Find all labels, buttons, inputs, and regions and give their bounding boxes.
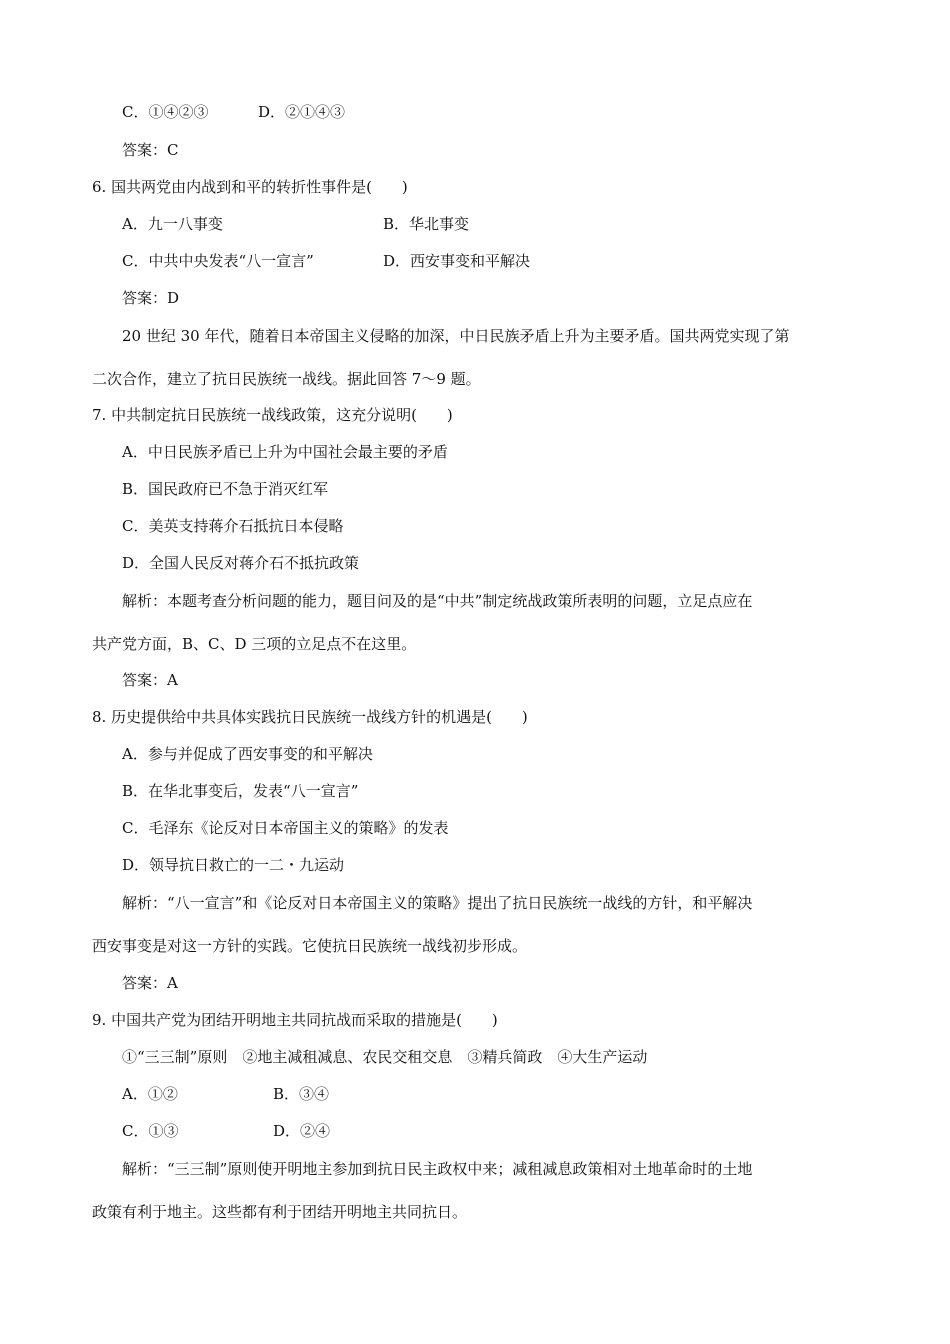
- answer-q5: 答案：C: [122, 141, 179, 159]
- question-8: 8. 历史提供给中共具体实践抗日民族统一战线方针的机遇是( ): [92, 708, 528, 726]
- question-7: 7. 中共制定抗日民族统一战线政策，这充分说明( ): [92, 406, 453, 424]
- analysis-q9-line-2: 政策有利于地主。这些都有利于团结开明地主共同抗日。: [92, 1203, 468, 1221]
- analysis-q7-line-1: 解析：本题考查分析问题的能力，题目问及的是“中共”制定统战政策所表明的问题，立足点应在: [122, 592, 753, 610]
- answer-q7: 答案：A: [122, 671, 178, 689]
- option-d-q5: D．②①④③: [258, 103, 346, 121]
- option-a-q7: A．中日民族矛盾已上升为中国社会最主要的矛盾: [122, 443, 448, 461]
- question-9: 9. 中国共产党为团结开明地主共同抗战而采取的措施是( ): [92, 1011, 498, 1029]
- option-a-q8: A．参与并促成了西安事变的和平解决: [122, 745, 373, 763]
- answer-q6: 答案：D: [122, 289, 180, 307]
- statements-q9: ①“三三制”原则 ②地主减租减息、农民交租交息 ③精兵简政 ④大生产运动: [122, 1048, 648, 1066]
- option-d-q9: D．②④: [273, 1122, 331, 1140]
- option-c-q5: C．①④②③: [122, 103, 209, 121]
- option-b-q8: B．在华北事变后，发表“八一宣言”: [122, 782, 359, 800]
- option-a-q9: A．①②: [122, 1085, 178, 1103]
- question-6: 6. 国共两党由内战到和平的转折性事件是( ): [92, 178, 408, 196]
- option-b-q7: B．国民政府已不急于消灭红军: [122, 480, 329, 498]
- option-c-q9: C．①③: [122, 1122, 179, 1140]
- answer-q8: 答案：A: [122, 974, 178, 992]
- option-d-q7: D．全国人民反对蒋介石不抵抗政策: [122, 554, 360, 572]
- option-d-q8: D．领导抗日救亡的一二・九运动: [122, 856, 345, 874]
- passage-line-2: 二次合作，建立了抗日民族统一战线。据此回答 7～9 题。: [92, 370, 481, 388]
- option-d-q6: D．西安事变和平解决: [383, 252, 531, 270]
- option-c-q6: C．中共中央发表“八一宣言”: [122, 252, 314, 270]
- option-c-q7: C．美英支持蒋介石抵抗日本侵略: [122, 517, 344, 535]
- analysis-q8-line-2: 西安事变是对这一方针的实践。它使抗日民族统一战线初步形成。: [92, 937, 528, 955]
- analysis-q8-line-1: 解析：“八一宣言”和《论反对日本帝国主义的策略》提出了抗日民族统一战线的方针，和平解决: [122, 894, 753, 912]
- option-c-q8: C．毛泽东《论反对日本帝国主义的策略》的发表: [122, 819, 449, 837]
- analysis-q7-line-2: 共产党方面，B、C、D 三项的立足点不在这里。: [92, 635, 417, 653]
- option-b-q9: B．③④: [273, 1085, 330, 1103]
- option-a-q6: A．九一八事变: [122, 215, 223, 233]
- option-b-q6: B．华北事变: [383, 215, 470, 233]
- passage-line-1: 20 世纪 30 年代，随着日本帝国主义侵略的加深，中日民族矛盾上升为主要矛盾。国共两党实现了第: [122, 327, 790, 345]
- analysis-q9-line-1: 解析：“三三制”原则使开明地主参加到抗日民主政权中来；减租减息政策相对土地革命时的土地: [122, 1160, 753, 1178]
